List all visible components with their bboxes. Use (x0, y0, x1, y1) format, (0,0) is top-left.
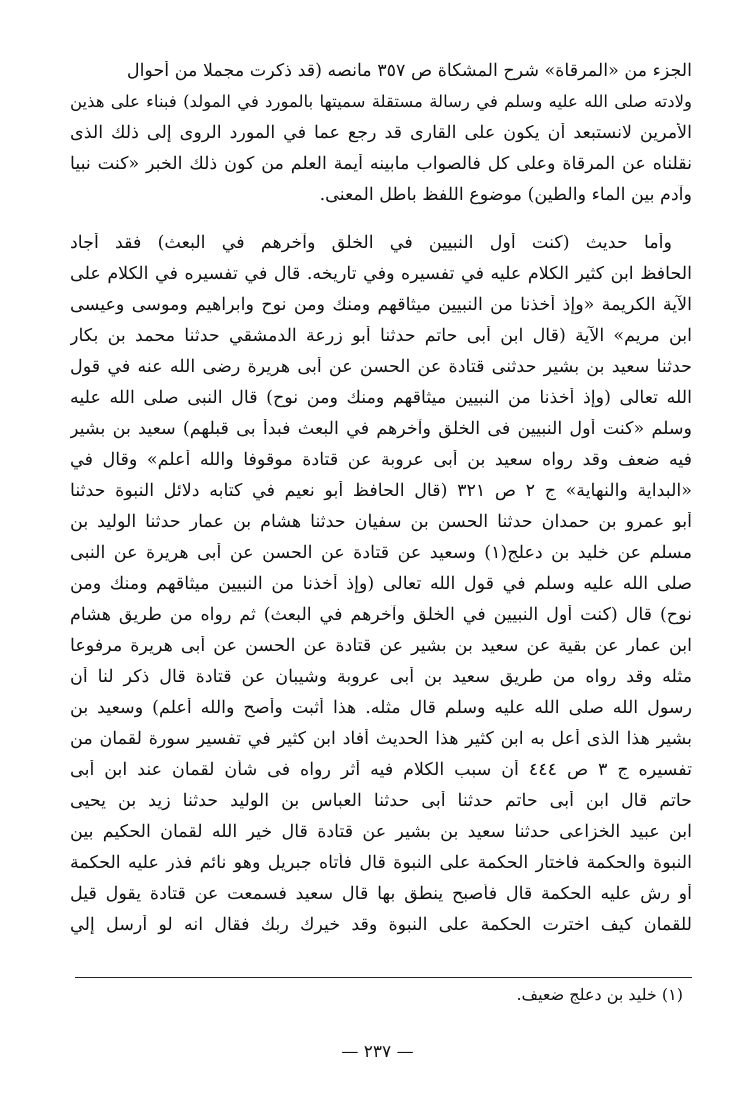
body-line: ابن عبيد الخزاعى حدثنا سعيد بن بشير عن قتادة قال خير الله لقمان الحكيم بين (70, 822, 692, 842)
body-line: الحافظ ابن كثير الكلام عليه في تفسيره وفي تاريخه. قال في تفسيره في الكلام على (70, 264, 692, 284)
body-line: مسلم عن خليد بن دعلج(١) وسعيد عن قتادة عن الحسن عن أبى هريرة عن النبى (70, 543, 692, 563)
body-line: حدثنا سعيد بن بشير حدثنى قتادة عن الحسن عن أبى هريرة رضى الله عنه في قول (70, 357, 692, 377)
page-number: — ٢٣٧ — (341, 1042, 414, 1062)
body-line: الأمرين لانستبعد أن يكون على القارى قد رجع عما في المورد الروى إلى ذلك الذى (70, 123, 692, 143)
body-line: النبوة والحكمة فاختار الحكمة على النبوة قال فأتاه جبريل وهو نائم فذر عليه الحكمة (70, 853, 692, 873)
body-line: الآية الكريمة «وإذ أخذنا من النبيين ميثاقهم ومنك ومن نوح وابراهيم وموسى وعيسى (70, 295, 692, 315)
body-line: للقمان كيف اخترت الحكمة على النبوة وقد خيرك ربك فقال انه لو أرسل إلي (70, 915, 692, 935)
body-line: تفسيره ج ٣ ص ٤٤٤ أن سبب الكلام فيه أثر رواه فى شأن لقمان عند ابن أبى (70, 760, 692, 780)
footnote-divider (75, 977, 692, 978)
body-line: «البداية والنهاية» ج ٢ ص ٣٢١ (قال الحافظ أبو نعيم في كتابه دلائل النبوة حدثنا (70, 481, 692, 501)
body-line: أو رش عليه الحكمة قال فأصبح ينطق بها قال سعيد فسمعت عن قتادة يقول قيل (70, 884, 692, 904)
body-line: نقلناه عن المرقاة وعلى كل فالصواب مابينه أيمة العلم من كون ذلك الخبر «كنت نبيا (70, 154, 692, 174)
body-line: الجزء من «المرقاة» شرح المشكاة ص ٣٥٧ مانصه (قد ذكرت مجملا من أحوال (126, 61, 692, 81)
body-line: حاتم قال ابن أبى حاتم حدثنا أبى حدثنا العباس بن الوليد حدثنا زيد بن يحيى (70, 791, 692, 811)
body-line: أبو عمرو بن حمدان حدثنا الحسن بن سفيان حدثنا هشام بن عمار حدثنا الوليد بن (70, 512, 692, 532)
body-line: مثله وقد رواه من طريق سعيد بن أبى عروبة وشيبان عن قتادة قال ذكر لنا أن (70, 667, 692, 687)
body-line: ولادته صلى الله عليه وسلم في رسالة مستقلة سميتها بالمورد في المولد) فبناء على هذين (70, 92, 692, 111)
body-line: وسلم «كنت أول النبيين فى الخلق وآخرهم في البعث فبدأ بى قبلهم) سعيد بن بشير (70, 419, 692, 439)
body-line: صلى الله عليه وسلم في قول الله تعالى (وإذ أخذنا من النبيين ميثاقهم ومنك ومن (70, 574, 692, 594)
body-line: بشير هذا الذى أعل به ابن كثير هذا الحديث أفاد ابن كثير في تفسير سورة لقمان من (70, 729, 692, 749)
body-line: وآدم بين الماء والطين) موضوع اللفظ باطل المعنى. (319, 185, 692, 205)
body-line: الله تعالى (وإذ أخذنا من النبيين ميثاقهم ومنك ومن نوح) قال النبى صلى الله عليه (70, 388, 692, 408)
body-line: فيه ضعف وقد رواه سعيد بن أبى عروبة عن قتادة موقوفا والله أعلم» وقال في (70, 450, 692, 470)
body-line: وأما حديث (كنت أول النبيين في الخلق وآخرهم في البعث) فقد أجاد (70, 233, 672, 253)
body-line: رسول الله صلى الله عليه وسلم قال مثله. هذا أثبت وأصح والله أعلم) وسعيد بن (70, 698, 692, 718)
footnote: (١) خليد بن دعلج ضعيف. (516, 985, 683, 1004)
body-line: نوح) قال (كنت أول النبيين في الخلق وآخرهم في البعث) ثم رواه من طريق هشام (70, 605, 692, 625)
body-line: ابن مريم» الآية (قال ابن أبى حاتم حدثنا أبو زرعة الدمشقي حدثنا محمد بن بكار (70, 326, 692, 346)
body-line: ابن عمار عن بقية عن سعيد بن بشير عن قتادة عن الحسن عن أبى هريرة مرفوعا (70, 636, 692, 656)
